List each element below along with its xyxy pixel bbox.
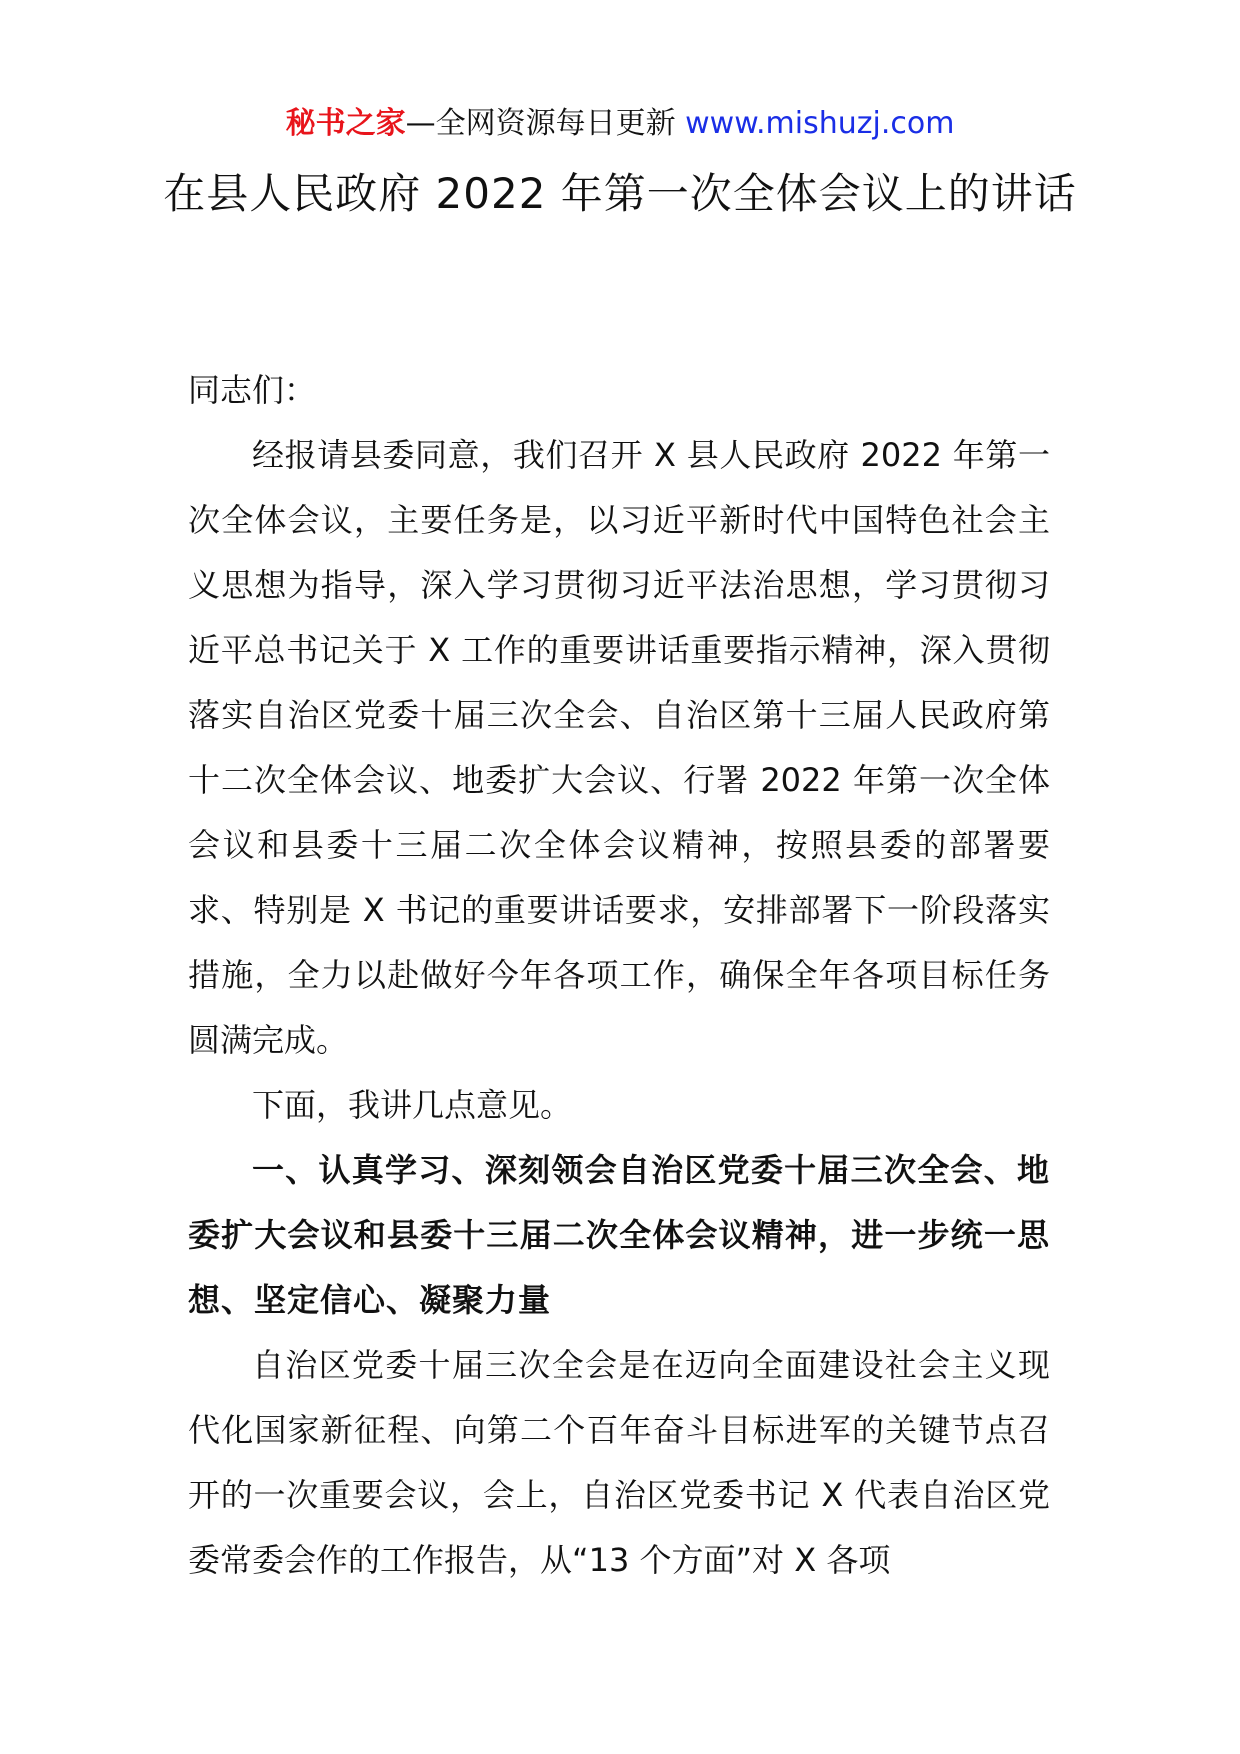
site-tagline: —全网资源每日更新 [405, 106, 676, 141]
body-paragraph: 下面，我讲几点意见。 [252, 1086, 573, 1124]
body-paragraph: 经报请县委同意，我们召开 X 县人民政府 2022 年第一次全体会议，主要任务是，以习近平新时代中国特色社会主义思想为指导，深入学习贯彻习近平法治思想，学习贯彻习近平总书记关于 X 工作的重要讲话重要指示精神，深入贯彻落实自治区党委十届三次全会、自治区第十三届人民政府第十二次全体会议、地委扩大会议、行署 2022 年第一次全体会议和县委十三届二次全体会议精神，按照县委的部署要求、特别是 X 书记的重要讲话要求，安排部署下一阶段落实措施，全力以赴做好今年各项工作，确保全年各项目标任务圆满完成。 [188, 436, 1050, 1059]
document-body [188, 358, 1050, 1593]
document-title: 在县人民政府 2022 年第一次全体会议上的讲话 [163, 169, 1077, 218]
site-url-link[interactable]: www.mishuzj.com [685, 106, 955, 141]
section-paragraph: 自治区党委十届三次全会是在迈向全面建设社会主义现代化国家新征程、向第二个百年奋斗目标进军的关键节点召开的一次重要会议，会上，自治区党委书记 X 代表自治区党委常委会作的工作报告，从“13 个方面”对 X 各项 [188, 1346, 1050, 1579]
site-brand: 秘书之家 [285, 106, 406, 141]
site-banner [0, 102, 1240, 146]
salutation: 同志们： [188, 371, 317, 409]
section-heading: 一、认真学习、深刻领会自治区党委十届三次全会、地委扩大会议和县委十三届二次全体会议精神，进一步统一思想、坚定信心、凝聚力量 [188, 1151, 1050, 1319]
